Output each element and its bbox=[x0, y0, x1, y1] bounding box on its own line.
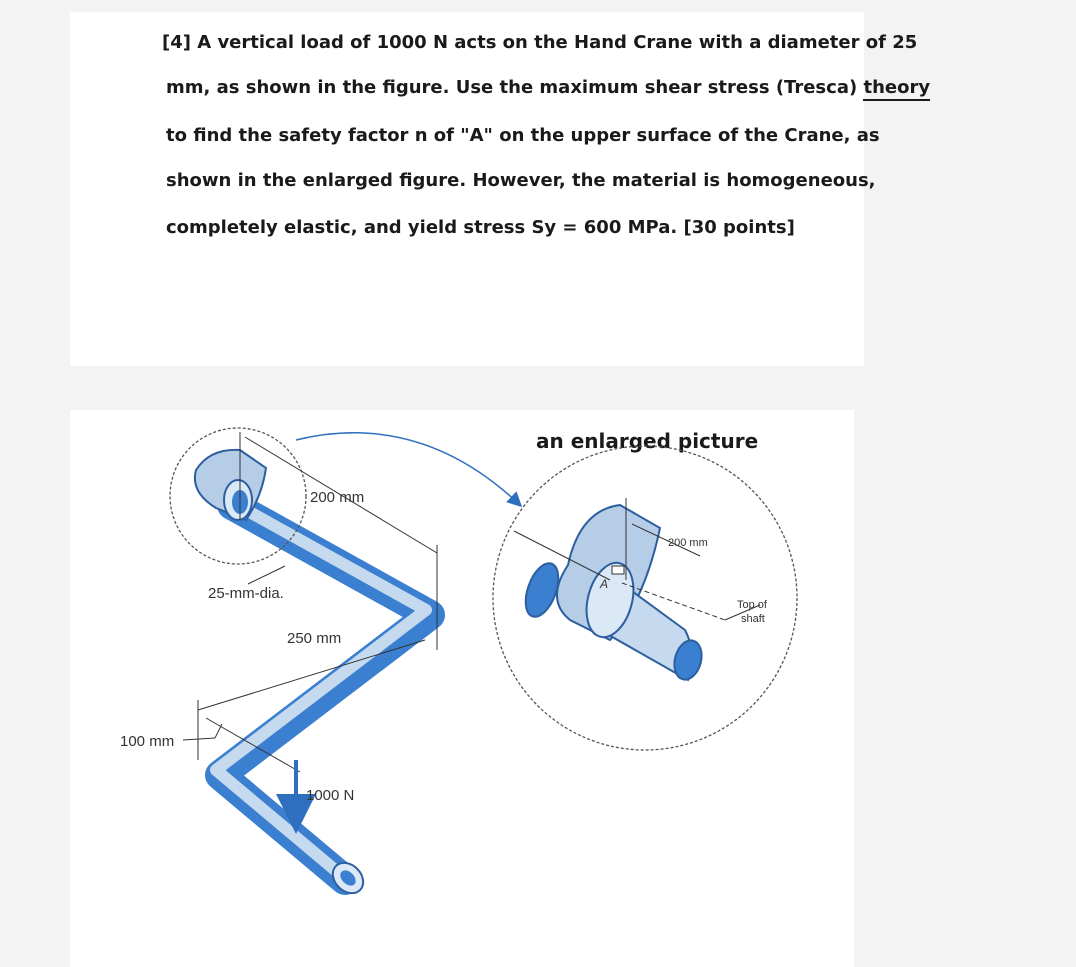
dim-200-label: 200 mm bbox=[310, 489, 365, 506]
crane-pipe bbox=[216, 500, 430, 899]
load-label: 1000 N bbox=[306, 787, 355, 804]
enlarged-shaft bbox=[519, 505, 705, 683]
question-line-3: to find the safety factor n of "A" on the upper surface of the Crane, as bbox=[166, 125, 880, 146]
question-line-2-text: mm, as shown in the figure. Use the maximum shear stress (Tresca) bbox=[166, 77, 864, 98]
top-of-shaft-label-1: Top of bbox=[737, 599, 767, 611]
dia-label: 25-mm-dia. bbox=[208, 585, 284, 602]
top-of-shaft-label-2: shaft bbox=[741, 613, 765, 625]
enlarged-title: an enlarged picture bbox=[536, 429, 759, 453]
point-a-label: A bbox=[600, 577, 609, 591]
enlarged-dim-label: 200 mm bbox=[668, 537, 708, 549]
question-line-4: shown in the enlarged figure. However, the material is homogeneous, bbox=[166, 170, 876, 191]
question-line-1: [4] A vertical load of 1000 N acts on the Hand Crane with a diameter of 25 bbox=[162, 32, 918, 53]
dim-100-label: 100 mm bbox=[120, 733, 175, 750]
question-line-5: completely elastic, and yield stress Sy = 600 MPa. [30 points] bbox=[166, 217, 795, 238]
underlined-word-theory: theory bbox=[863, 77, 930, 101]
dim-250-label: 250 mm bbox=[287, 630, 342, 647]
